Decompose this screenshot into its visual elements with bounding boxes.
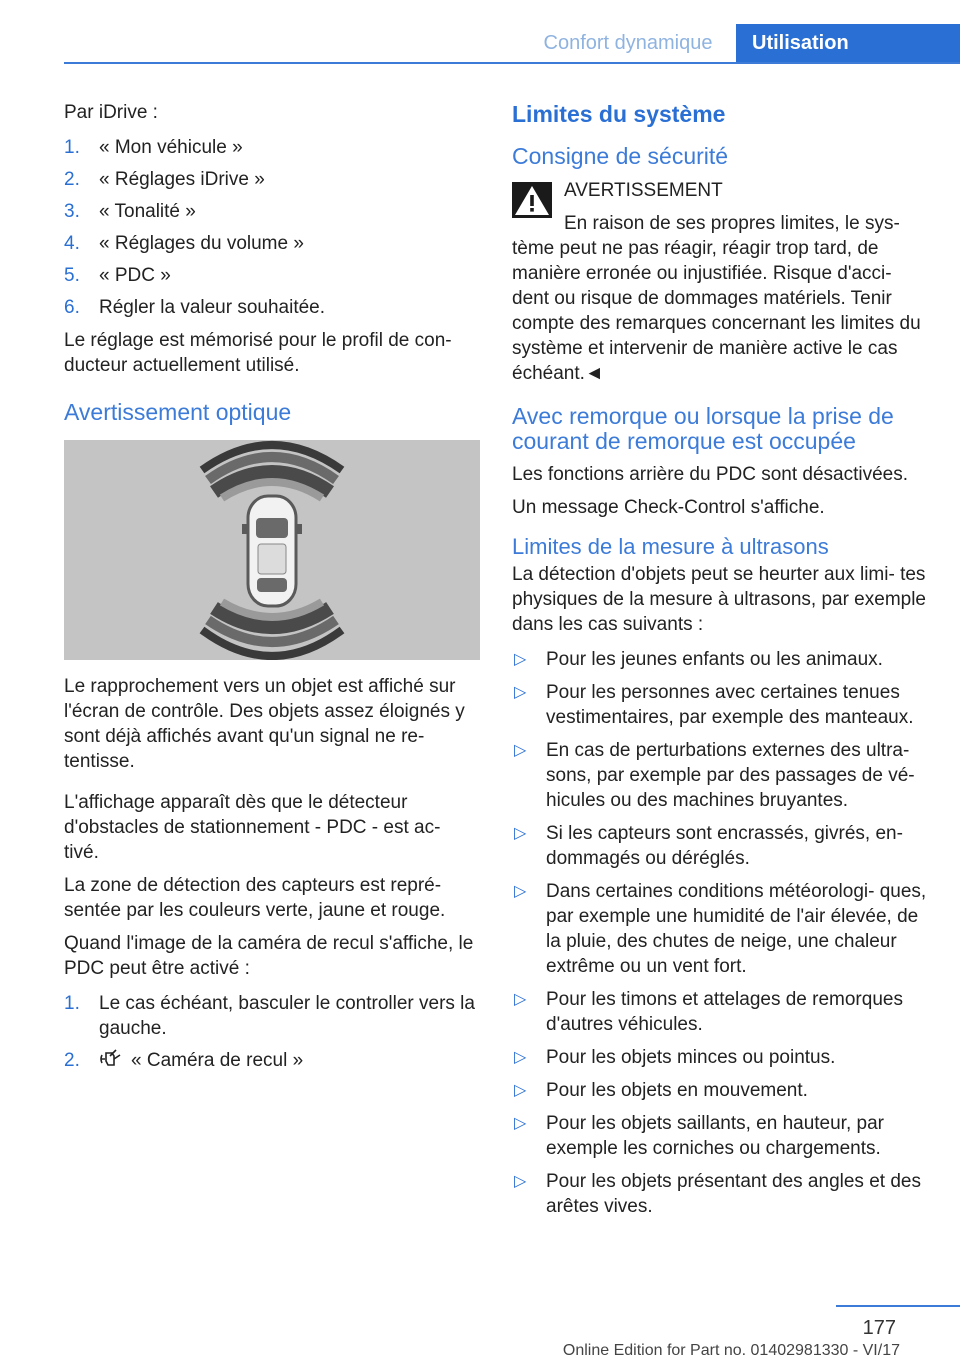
running-header-chapter: Utilisation xyxy=(736,24,960,62)
list-item: 5. « PDC » xyxy=(64,265,171,286)
display-paragraph: L'affichage apparaît dès que le détecteur d'obstacles de stationnement - PDC - est ac‐ tivé. xyxy=(64,792,441,863)
trailer-paragraph-2: Un message Check-Control s'affiche. xyxy=(512,497,825,518)
list-item: ▷ Dans certaines conditions météorologi‐ ques, par exemple une humidité de l'air élevée, de la pluie, des chutes de neige, une chaleur extrême ou un vent fort. xyxy=(514,881,927,977)
trailer-heading: Avec remorque ou lorsque la prise de courant de remorque est occupée xyxy=(512,403,894,454)
list-item: 1. « Mon véhicule » xyxy=(64,137,243,158)
pdc-car-top-view-icon xyxy=(64,440,480,660)
pdc-button-icon xyxy=(99,1049,121,1069)
safety-heading: Consigne de sécurité xyxy=(512,143,729,169)
list-item: ▷ Pour les objets saillants, en hauteur, par exemple les corniches ou chargements. xyxy=(514,1113,884,1159)
list-item: 6. Régler la valeur souhaitée. xyxy=(64,297,326,318)
list-item: ▷ Pour les personnes avec certaines tenues vestimentaires, par exemple des manteaux. xyxy=(514,682,914,728)
list-item: ▷ Pour les objets minces ou pointus. xyxy=(514,1047,836,1068)
list-item: ▷ Pour les objets présentant des angles et des arêtes vives. xyxy=(514,1171,921,1217)
list-item: ▷ Pour les jeunes enfants ou les animaux. xyxy=(514,649,883,670)
ultrasound-limits-heading: Limites de la mesure à ultrasons xyxy=(512,534,829,559)
warning-title: AVERTISSEMENT xyxy=(564,180,723,201)
idrive-steps-list xyxy=(64,135,480,320)
optical-warning-heading: Avertissement optique xyxy=(64,399,292,425)
warning-triangle-icon xyxy=(512,182,552,218)
camera-steps-list xyxy=(64,991,480,1073)
list-item: ▷ Si les capteurs sont encrassés, givrés, en‐ dommagés ou déréglés. xyxy=(514,823,903,869)
right-column xyxy=(512,100,930,1227)
approach-paragraph: Le rapprochement vers un objet est affiché sur l'écran de contrôle. Des objets assez éloignés y sont déjà affichés avant qu'un signal ne re‐ tentisse. xyxy=(64,676,465,772)
system-limits-heading: Limites du système xyxy=(512,101,726,127)
pdc-car-figure xyxy=(64,440,480,660)
list-item: ▷ Pour les timons et attelages de remorques d'autres véhicules. xyxy=(514,989,903,1035)
left-column xyxy=(64,100,480,1081)
zone-paragraph: La zone de détection des capteurs est repré‐ sentée par les couleurs verte, jaune et rouge. xyxy=(64,875,446,921)
edition-note: Online Edition for Part no. 01402981330 - VI/17 xyxy=(562,1342,900,1359)
running-header-section: Confort dynamique xyxy=(543,32,713,54)
camera-paragraph: Quand l'image de la caméra de recul s'affiche, le PDC peut être activé : xyxy=(64,933,474,979)
list-item: ▷ En cas de perturbations externes des ultra‐ sons, par exemple par des passages de vé‐ hicules ou des machines bruyantes. xyxy=(514,740,915,811)
list-item: 1. Le cas échéant, basculer le controller vers la gauche. xyxy=(64,993,475,1039)
footer-rule xyxy=(836,1305,960,1307)
header-rule xyxy=(64,62,960,64)
list-item: 3. « Tonalité » xyxy=(64,201,196,222)
page-number: 177 xyxy=(862,1317,896,1339)
warning-text: tème peut ne pas réagir, réagir trop tard, de manière erronée ou injustifiée. Risque d'acci‐ dent ou risque de dommages matériels. Tenir compte des remarques concernant les limites du système et intervenir de manière active le cas échéant.◄ xyxy=(512,238,921,384)
list-item: 2. « Réglages iDrive » xyxy=(64,169,265,190)
warning-block xyxy=(512,178,930,386)
list-item: ▷ Pour les objets en mouvement. xyxy=(514,1080,808,1101)
ultrasound-limits-list xyxy=(512,647,930,1219)
trailer-paragraph-1: Les fonctions arrière du PDC sont désactivées. xyxy=(512,464,909,485)
list-item: 4. « Réglages du volume » xyxy=(64,233,304,254)
idrive-intro: Par iDrive : xyxy=(64,102,158,123)
list-item: 2. « Caméra de recul » xyxy=(64,1050,304,1071)
profile-note: Le réglage est mémorisé pour le profil de con‐ ducteur actuellement utilisé. xyxy=(64,330,452,376)
ultrasound-intro: La détection d'objets peut se heurter aux limi‐ tes physiques de la mesure à ultrasons, par exemple dans les cas suivants : xyxy=(512,564,927,635)
warning-first-line: En raison de ses propres limites, le sys‐ xyxy=(564,213,900,234)
